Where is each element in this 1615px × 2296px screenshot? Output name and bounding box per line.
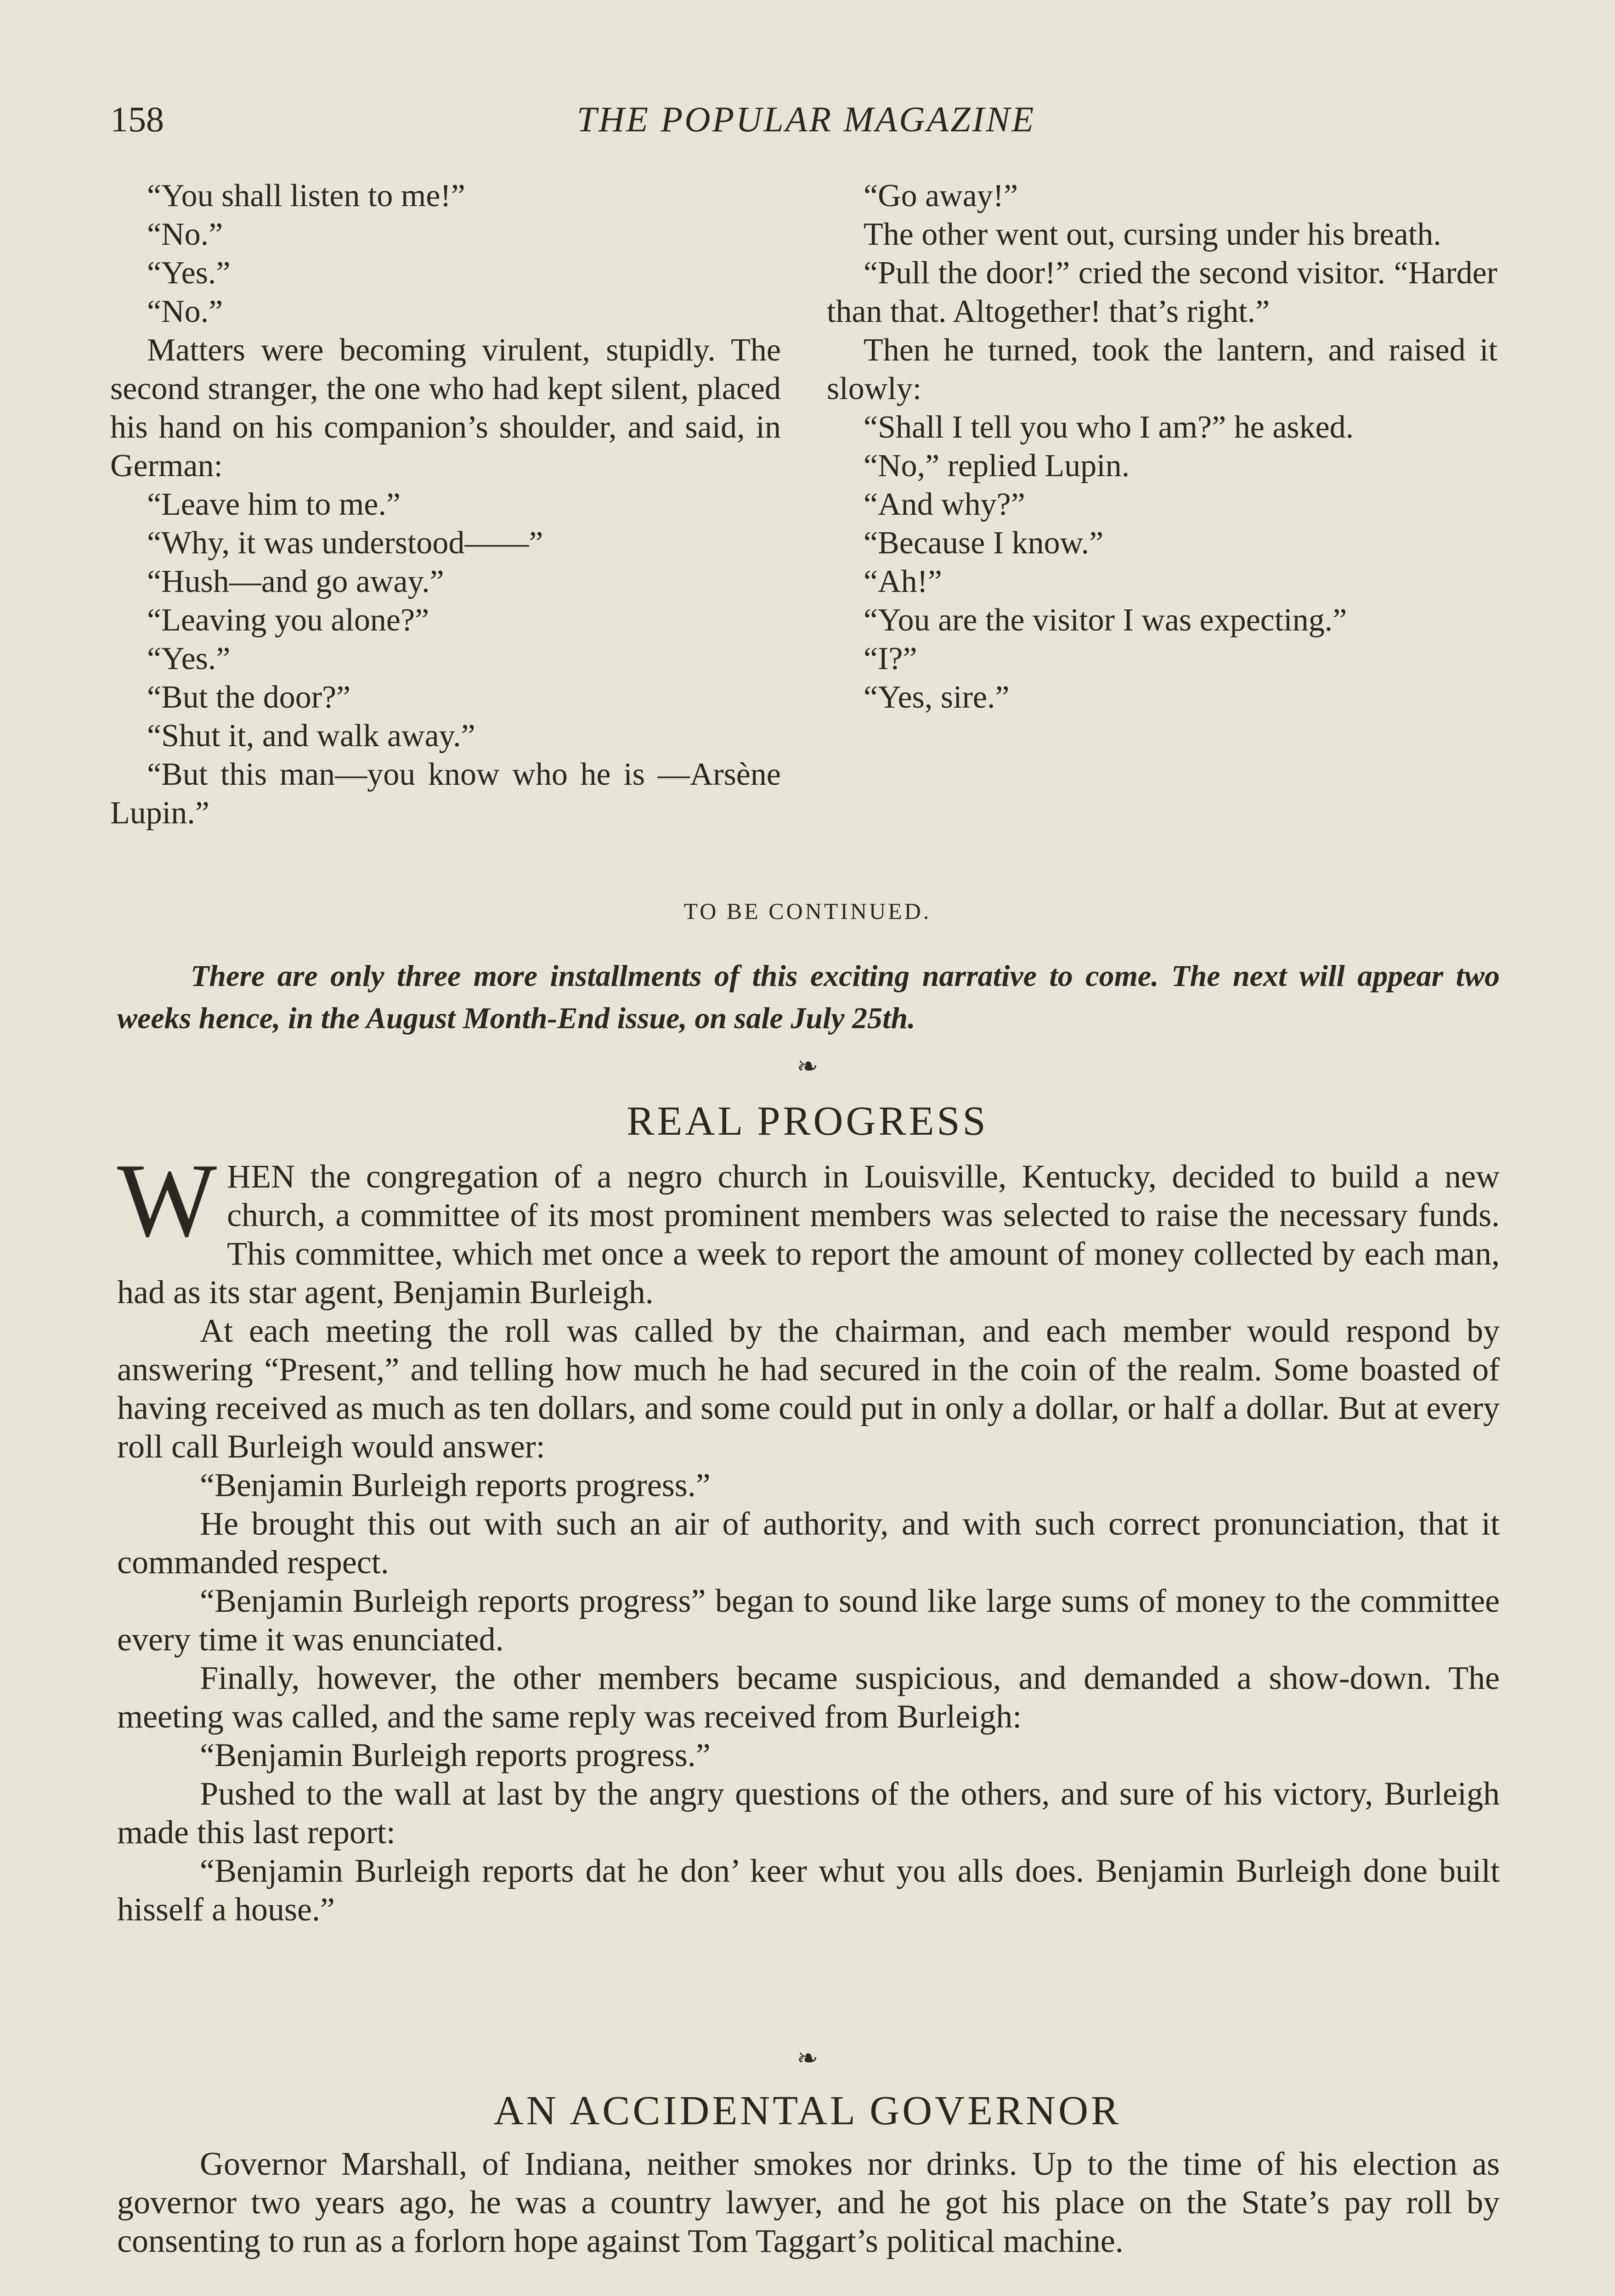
paragraph: “Hush—and go away.” (147, 564, 444, 599)
paragraph: “Ah!” (864, 564, 943, 599)
article-real-progress (117, 1142, 1500, 1929)
paragraph: “I?” (864, 641, 917, 676)
paragraph: The other went out, cursing under his breath. (864, 217, 1441, 252)
right-column (827, 177, 1497, 717)
paragraph: Governor Marshall, of Indiana, neither smokes nor drinks. Up to the time of his election as governor two years ago, he was a country lawyer, and he got his place on the State’s pay roll by consenting to run as a forlorn hope against Tom Taggart’s political machine. (117, 2145, 1500, 2259)
paragraph: “Go away!” (864, 178, 1018, 214)
paragraph: “Benjamin Burleigh reports progress.” (200, 1737, 711, 1773)
article-title-accidental-governor: AN ACCIDENTAL GOVERNOR (493, 2088, 1122, 2133)
installment-note (117, 955, 1500, 1040)
running-title: THE POPULAR MAGAZINE (576, 99, 1036, 139)
paragraph: “Shall I tell you who I am?” he asked. (864, 410, 1354, 445)
paragraph: “But the door?” (147, 680, 351, 715)
paragraph: “Why, it was understood——” (147, 525, 543, 561)
paragraph: “Shut it, and walk away.” (147, 718, 475, 754)
paragraph: “Leave him to me.” (147, 487, 401, 522)
paragraph: “Pull the door!” cried the second visitor. “Harder than that. Altogether! that’s right.” (827, 255, 1497, 329)
paragraph: “No,” replied Lupin. (864, 448, 1130, 484)
page-header (110, 99, 1502, 149)
paragraph: Finally, however, the other members became suspicious, and demanded a show-down. The meeting was called, and the same reply was received from Burleigh: (117, 1660, 1500, 1735)
first-paragraph-text: HEN the congregation of a negro church in Louisville, Kentucky, decided to build a new church, a committee of its most prominent members was selected to raise the necessary funds. This committee, which met once a week to report the amount of money collected by each man, had as its star agent, Benjamin Burleigh. (117, 1158, 1500, 1311)
fleuron-ornament-icon: ❧ (796, 2044, 819, 2073)
article-title-real-progress: REAL PROGRESS (627, 1098, 988, 1144)
paragraph: He brought this out with such an air of authority, and with such correct pronunciation, that it commanded respect. (117, 1505, 1500, 1581)
fleuron-ornament-icon: ❧ (796, 1052, 819, 1081)
drop-cap: W (117, 1142, 217, 1259)
paragraph: “Yes, sire.” (864, 680, 1010, 715)
left-column (110, 177, 781, 833)
page-number: 158 (110, 99, 164, 139)
paragraph: “And why?” (864, 487, 1025, 522)
paragraph: “Benjamin Burleigh reports dat he don’ keer whut you alls does. Benjamin Burleigh done built hisself a house.” (117, 1852, 1500, 1928)
paragraph: “You are the visitor I was expecting.” (864, 602, 1347, 638)
paragraph: “Leaving you alone?” (147, 602, 429, 638)
paragraph: “Because I know.” (864, 525, 1104, 561)
paragraph: “You shall listen to me!” (147, 178, 465, 214)
story-columns (110, 177, 1502, 884)
announcement-text: There are only three more installments of this exciting narrative to come. The next will appear two weeks hence, in the August Month-End issue, on sale July 25th. (117, 959, 1500, 1035)
paragraph: “Yes.” (147, 255, 231, 291)
paragraph: “No.” (147, 294, 223, 329)
paragraph: Then he turned, took the lantern, and raised it slowly: (827, 332, 1497, 406)
article-accidental-governor (117, 2144, 1500, 2260)
first-paragraph (117, 1142, 1500, 1311)
paragraph: “Benjamin Burleigh reports progress.” (200, 1467, 711, 1503)
to-be-continued: TO BE CONTINUED. (683, 898, 932, 924)
paragraph: At each meeting the roll was called by the chairman, and each member would respond by answering “Present,” and telling how much he had secured in the coin of the realm. Some boasted of having received as much as ten dollars, and some could put in only a dollar, or half a dollar. But at every roll call Burleigh would answer: (117, 1312, 1500, 1465)
paragraph: “Yes.” (147, 641, 231, 676)
paragraph: “Benjamin Burleigh reports progress” began to sound like large sums of money to the committee every time it was enunciated. (117, 1582, 1500, 1658)
paragraph: “But this man—you know who he is —Arsène Lupin.” (110, 757, 781, 831)
paragraph: Matters were becoming virulent, stupidly. The second stranger, the one who had kept silent, placed his hand on his companion’s shoulder, and said, in German: (110, 332, 781, 484)
paragraph: Pushed to the wall at last by the angry questions of the others, and sure of his victory, Burleigh made this last report: (117, 1775, 1500, 1851)
paragraph: “No.” (147, 217, 223, 252)
